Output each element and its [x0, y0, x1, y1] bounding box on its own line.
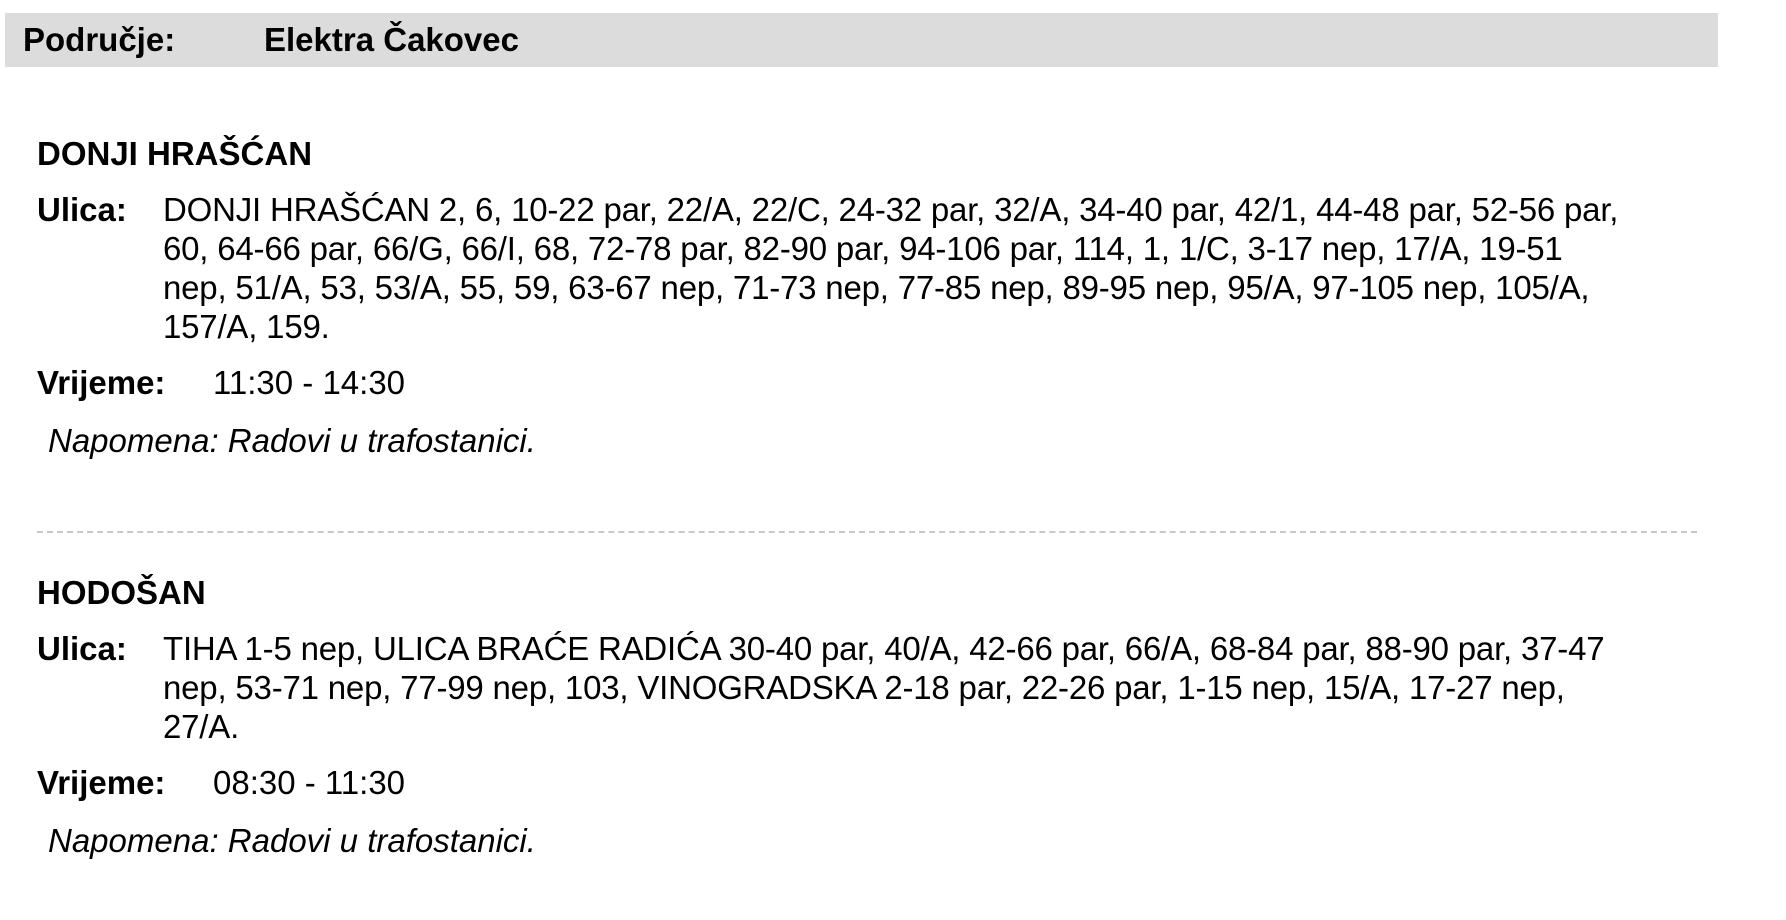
time-value: 11:30 - 14:30 — [213, 364, 406, 401]
region-header — [5, 13, 1718, 67]
streets-row — [37, 629, 1697, 746]
time-label: Vrijeme: — [37, 764, 166, 801]
outage-entry — [37, 132, 1697, 461]
outage-entry — [37, 571, 1697, 861]
entry-divider — [37, 531, 1697, 533]
time-label: Vrijeme: — [37, 364, 166, 401]
streets-row — [37, 190, 1697, 346]
streets-list: TIHA 1-5 nep, ULICA BRAĆE RADIĆA 30-40 par, 40/A, 42-66 par, 66/A, 68-84 par, 88-90 par, 37-47 nep, 53-71 nep, 77-99 nep, 103, VINOGRADSKA 2-18 par, 22-26 par, 1-15 nep, 15/A, 17-27 nep, 27/A. — [163, 630, 1605, 745]
time-row — [37, 763, 1697, 802]
note-text: Napomena: Radovi u trafostanici. — [48, 422, 536, 459]
time-row — [37, 363, 1697, 402]
streets-list: DONJI HRAŠĆAN 2, 6, 10-22 par, 22/A, 22/C, 24-32 par, 32/A, 34-40 par, 42/1, 44-48 par, 52-56 par, 60, 64-66 par, 66/G, 66/I, 68, 72-78 par, 82-90 par, 94-106 par, 114, 1, 1/C, 3-17 nep, 17/A, 19-51 nep, 51/A, 53, 53/A, 55, 59, 63-67 nep, 71-73 nep, 77-85 nep, 89-95 nep, 95/A, 97-105 nep, 105/A, 157/A, 159. — [163, 191, 1619, 345]
region-label: Područje: — [23, 21, 176, 58]
streets-label: Ulica: — [37, 191, 127, 228]
streets-label: Ulica: — [37, 630, 127, 667]
region-value: Elektra Čakovec — [264, 21, 519, 58]
time-value: 08:30 - 11:30 — [213, 764, 406, 801]
place-title: HODOŠAN — [37, 574, 206, 611]
place-title: DONJI HRAŠĆAN — [37, 135, 313, 172]
note-text: Napomena: Radovi u trafostanici. — [48, 822, 536, 859]
